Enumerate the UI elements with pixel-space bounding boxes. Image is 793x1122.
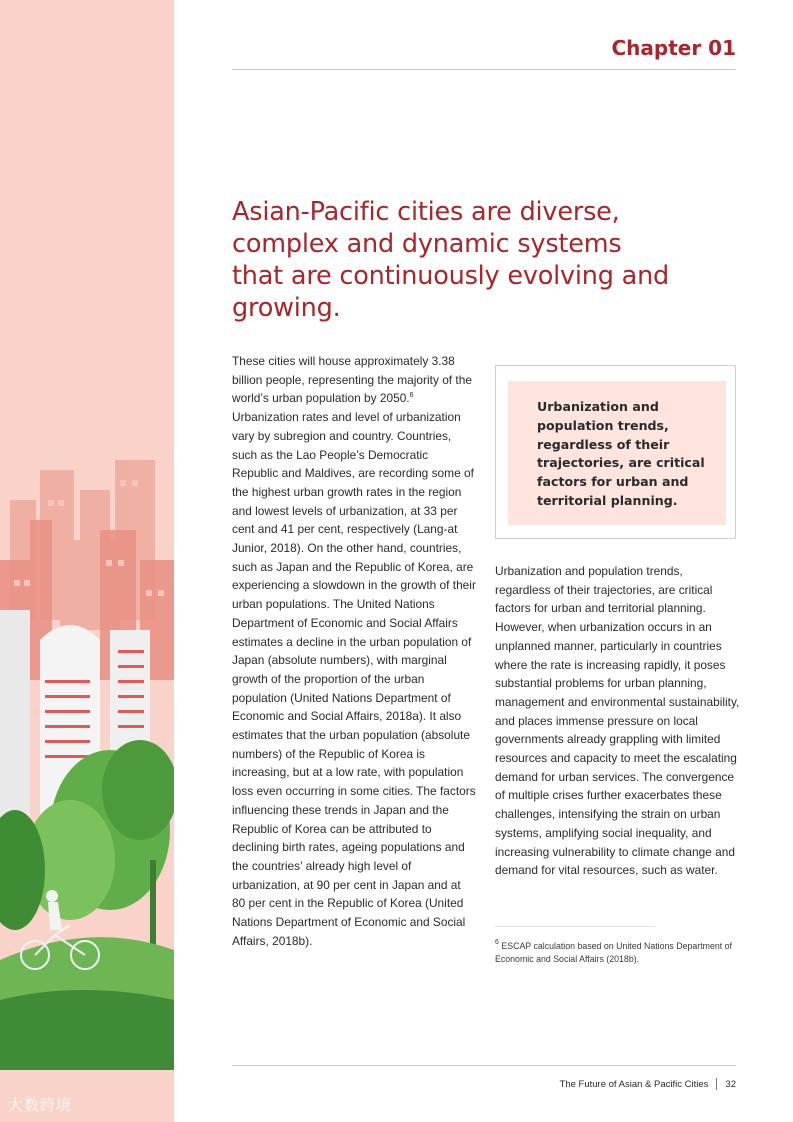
left-column-text	[232, 352, 477, 951]
footnote-text: ESCAP calculation based on United Nations Department of Economic and Social Affairs (2018b).	[495, 941, 732, 964]
right-column-text: Urbanization and population trends, regardless of their trajectories, are critical factors for urban and territorial planning. However, when urbanization occurs in an unplanned manner, particularly in countries where the rate is increasing rapidly, it poses substantial problems for urban planning, management and environmental sustainability, and places immense pressure on local governments already grappling with limited resources and capacity to meet the escalating demand for urban services. The convergence of multiple crises further exacerbates these challenges, intensifying the strain on urban systems, amplifying social inequality, and increasing vulnerability to climate change and demand for vital resources, such as water.	[495, 564, 740, 878]
footnote-divider	[495, 926, 655, 927]
footnote-number: 6	[495, 939, 499, 946]
section-headline: Asian-Pacific cities are diverse, complex and dynamic systems that are continuously evolving and growing.	[232, 197, 670, 323]
page-footer	[560, 1078, 736, 1090]
paragraph-text-continued: Urbanization rates and level of urbanization vary by subregion and country. Countries, such as the Lao People’s Democratic Republic and Maldives, are recording some of the highest urban growth rates in the region and lowest levels of urbanization, at 33 per cent and 41 per cent, respectively (Lang-at Junior, 2018). On the other hand, countries, such as Japan and the Republic of Korea, are experiencing a slowdown in the growth of their urban populations. The United Nations Department of Economic and Social Affairs estimates a decline in the urban population of Japan (absolute numbers), with marginal growth of the proportion of the urban population (United Nations Department of Economic and Social Affairs, 2018a). It also estimates that the urban population (absolute numbers) of the Republic of Korea is increasing, but at a low rate, with population loss even occurring in some cities. The factors influencing these trends in Japan and the Republic of Korea can be attributed to declining birth rates, ageing populations and the countries’ already high level of urbanization, at 90 per cent in Japan and at 80 per cent in the Republic of Korea (United Nations Department of Economic and Social Affairs, 2018b).	[232, 410, 476, 948]
paper-city-illustration	[0, 0, 174, 1122]
pull-quote: Urbanization and population trends, regardless of their trajectories, are critical factors for urban and territorial planning.	[537, 399, 705, 508]
footnote	[495, 940, 740, 966]
footer-separator	[716, 1078, 717, 1090]
footnote-reference[interactable]: 6	[409, 392, 414, 400]
chapter-label: Chapter 01	[611, 36, 736, 60]
paragraph-text: These cities will house approximately 3.38 billion people, representing the majority of the world’s urban population by 2050.	[232, 354, 472, 406]
publication-title: The Future of Asian & Pacific Cities	[559, 1078, 709, 1090]
watermark-logo: 大数跨境	[8, 1096, 73, 1114]
side-illustration	[0, 0, 174, 1122]
footer-divider	[232, 1065, 736, 1066]
page-number: 32	[725, 1078, 736, 1090]
header-divider	[232, 69, 736, 70]
